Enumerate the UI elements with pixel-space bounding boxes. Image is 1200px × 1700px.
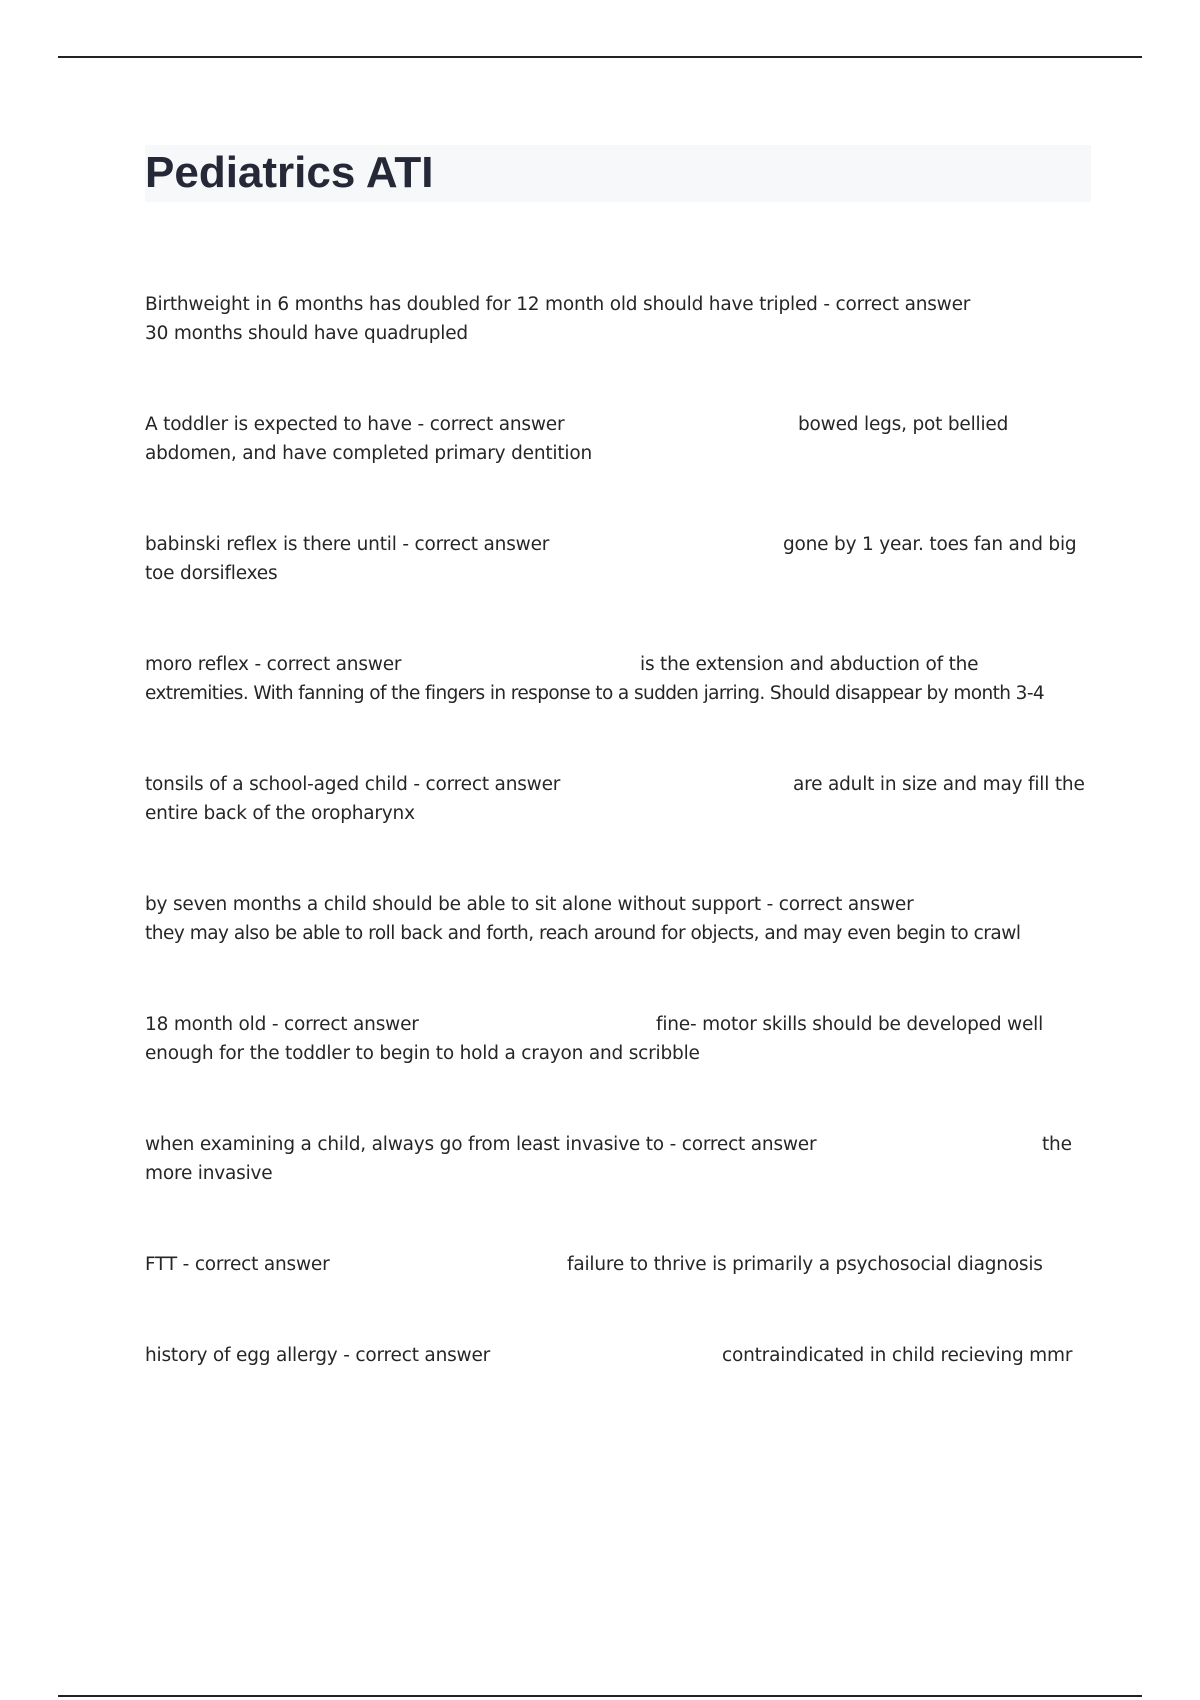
answer-text: is the extension and abduction of the — [640, 654, 979, 675]
answer-text: contraindicated in child recieving mmr — [722, 1345, 1073, 1366]
question-text: when examining a child, always go from least invasive to - correct answer — [145, 1134, 817, 1155]
flashcard — [145, 1250, 1085, 1279]
flashcard-line-2 — [145, 439, 1085, 468]
flashcard — [145, 650, 1085, 708]
question-text: A toddler is expected to have - correct answer — [145, 414, 565, 435]
flashcard-line-2 — [145, 679, 1085, 708]
question-text: by seven months a child should be able to sit alone without support - correct answer — [145, 894, 914, 915]
page-title: Pediatrics ATI — [145, 148, 434, 197]
answer-text-continued: entire back of the oropharynx — [145, 803, 415, 824]
flashcard-line-1 — [145, 530, 1085, 559]
answer-text-continued: toe dorsiflexes — [145, 563, 278, 584]
flashcard — [145, 290, 1085, 348]
answer-text: gone by 1 year. toes fan and big — [783, 534, 1077, 555]
answer-text: fine- motor skills should be developed well — [656, 1014, 1044, 1035]
flashcard-line-1 — [145, 770, 1085, 799]
answer-text: they may also be able to roll back and forth, reach around for objects, and may even begin to crawl — [145, 923, 1021, 944]
flashcard-line-1 — [145, 1010, 1085, 1039]
flashcard — [145, 1341, 1085, 1370]
flashcard — [145, 1130, 1085, 1188]
question-text: babinski reflex is there until - correct answer — [145, 534, 550, 555]
flashcard-line-1 — [145, 1341, 1085, 1370]
answer-text: bowed legs, pot bellied — [798, 414, 1009, 435]
question-text: history of egg allergy - correct answer — [145, 1345, 491, 1366]
flashcard-line-2 — [145, 319, 1085, 348]
bottom-rule — [58, 1695, 1142, 1697]
flashcard — [145, 530, 1085, 588]
answer-text: are adult in size and may fill the — [793, 774, 1085, 795]
question-text: Birthweight in 6 months has doubled for 12 month old should have tripled - correct answer — [145, 294, 971, 315]
answer-text-continued: more invasive — [145, 1163, 273, 1184]
answer-text-continued: enough for the toddler to begin to hold a crayon and scribble — [145, 1043, 700, 1064]
question-text: FTT - correct answer — [145, 1254, 330, 1275]
flashcard-line-1 — [145, 1130, 1085, 1159]
flashcard-line-1 — [145, 410, 1085, 439]
flashcard-line-2 — [145, 799, 1085, 828]
flashcard — [145, 1010, 1085, 1068]
flashcard — [145, 770, 1085, 828]
answer-text: the — [1042, 1134, 1072, 1155]
answer-text-continued: abdomen, and have completed primary dentition — [145, 443, 592, 464]
question-text: 18 month old - correct answer — [145, 1014, 419, 1035]
flashcard-line-2 — [145, 559, 1085, 588]
flashcard-line-1 — [145, 650, 1085, 679]
top-rule — [58, 56, 1142, 58]
answer-text-continued: extremities. With fanning of the fingers in response to a sudden jarring. Should disappear by month 3-4 — [145, 683, 1045, 704]
flashcard-line-1 — [145, 890, 1085, 919]
answer-text: 30 months should have quadrupled — [145, 323, 468, 344]
question-text: moro reflex - correct answer — [145, 654, 402, 675]
flashcard-line-2 — [145, 1039, 1085, 1068]
flashcard-line-1 — [145, 290, 1085, 319]
flashcard-line-2 — [145, 919, 1085, 948]
question-text: tonsils of a school-aged child - correct answer — [145, 774, 561, 795]
flashcard-line-2 — [145, 1159, 1085, 1188]
flashcard — [145, 410, 1085, 468]
answer-text: failure to thrive is primarily a psychosocial diagnosis — [567, 1254, 1043, 1275]
flashcard — [145, 890, 1085, 948]
flashcard-line-1 — [145, 1250, 1085, 1279]
